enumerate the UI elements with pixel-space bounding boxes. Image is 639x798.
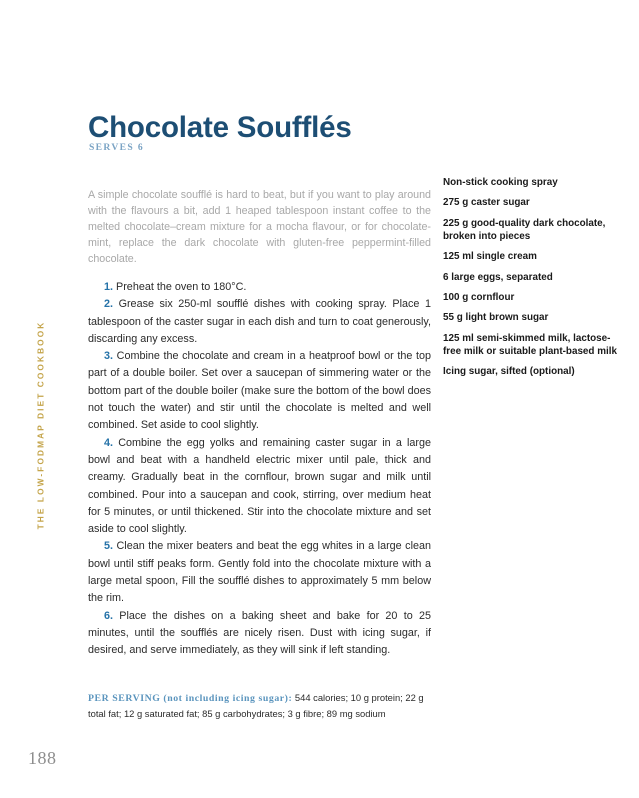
method-step (88, 348, 431, 434)
ingredients-list (443, 176, 623, 386)
method-steps (88, 279, 431, 660)
step-number: 3. (104, 350, 114, 363)
ingredient-item: 225 g good-quality dark chocolate, broken into pieces (443, 217, 606, 242)
method-step (88, 279, 431, 296)
running-head (30, 320, 50, 720)
method-step (88, 608, 431, 660)
ingredient-item: 275 g caster sugar (443, 197, 530, 209)
ingredient-item: 125 ml single cream (443, 251, 537, 263)
ingredient-item: 55 g light brown sugar (443, 312, 549, 324)
step-number: 2. (104, 298, 114, 311)
step-number: 4. (104, 436, 114, 449)
step-text: Combine the chocolate and cream in a heatproof bowl or the top part of a double boiler. Set over a saucepan of simmering water or the bottom part of the double boiler (make sure the bottom of the bowl does not touch the water) and stir until the chocolate is melted and well combined. Set aside to cool slightly. (88, 350, 431, 432)
ingredient-item: 100 g cornflour (443, 292, 515, 304)
ingredient-item: 125 ml semi-skimmed milk, lactose-free milk or suitable plant-based milk (443, 332, 617, 357)
step-number: 6. (104, 609, 114, 622)
page-title: Chocolate Soufflés (88, 110, 352, 144)
step-number: 5. (104, 540, 114, 553)
step-text: Clean the mixer beaters and beat the egg whites in a large clean bowl until stiff peaks form. Gently fold into the chocolate mixture with a large metal spoon, Fill the soufflé dishes to approximately 5 mm below the rim. (88, 540, 431, 605)
ingredient-item: Icing sugar, sifted (optional) (443, 366, 575, 378)
method-step (88, 435, 431, 539)
ingredient-item: 6 large eggs, separated (443, 271, 553, 283)
nutrition-info (88, 690, 431, 722)
page-number: 188 (28, 748, 57, 768)
nutrition-values: 544 calories; 10 g protein; 22 g total fat; 12 g saturated fat; 85 g carbohydrates; 3 g fibre; 89 mg sodium (88, 692, 424, 720)
ingredient-item: Non-stick cooking spray (443, 177, 558, 188)
step-text: Preheat the oven to 180°C. (113, 281, 247, 293)
nutrition-label: PER SERVING (not including icing sugar): (88, 693, 293, 704)
method-step (88, 296, 431, 348)
running-head-label: THE LOW-FODMAP DIET COOKBOOK (35, 320, 45, 530)
recipe-intro: A simple chocolate soufflé is hard to beat, but if you want to play around with the flavours a bit, add 1 heaped tablespoon instant coffee to the melted chocolate–cream mixture for a mocha flavour, or for chocolate-mint, replace the dark chocolate with gluten-free peppermint-filled chocolate. (88, 188, 431, 266)
step-number: 1. (104, 281, 114, 293)
step-text: Combine the egg yolks and remaining caster sugar in a large bowl and beat with a handheld electric mixer until pale, thick and creamy. Gradually beat in the cornflour, brown sugar and milk until combined. Pour into a saucepan and cook, stirring, over medium heat for 5 minutes, or until thickened. Stir into the chocolate mixture and set aside to cool slightly. (88, 436, 431, 536)
step-text: Place the dishes on a baking sheet and bake for 20 to 25 minutes, until the soufflés are nicely risen. Dust with icing sugar, if desired, and serve immediately, as they will sink if left standing. (88, 609, 431, 657)
serves-label: SERVES 6 (89, 142, 144, 153)
step-text: Grease six 250-ml soufflé dishes with cooking spray. Place 1 tablespoon of the caster sugar in each dish and turn to coat generously, discarding any excess. (88, 298, 431, 345)
method-step (88, 538, 431, 607)
